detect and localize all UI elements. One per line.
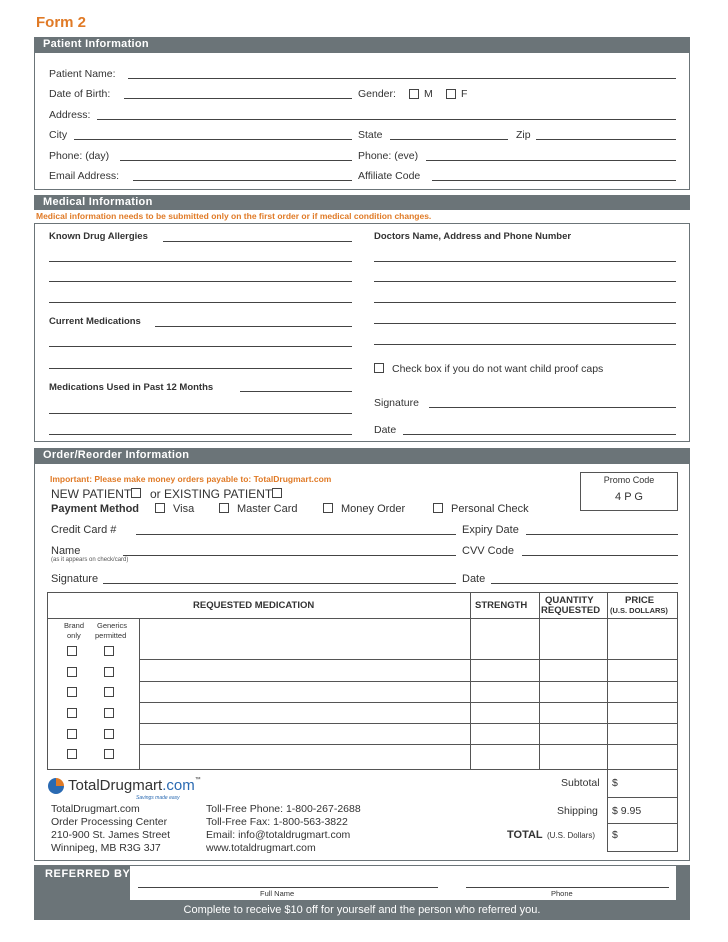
table-col-divider [139,618,140,770]
logo-tm: ™ [194,777,201,783]
company-email: Email: info@totaldrugmart.com [206,829,351,841]
medical-info-header: Medical Information [34,195,690,210]
referred-by-label: REFERRED BY [45,868,131,880]
company-phone: Toll-Free Phone: 1-800-267-2688 [206,803,361,815]
expiry-label: Expiry Date [462,524,519,536]
visa-label: Visa [173,503,195,515]
generics-header-2: permitted [95,631,127,640]
quantity-header-2: REQUESTED [541,605,601,616]
generics-checkbox[interactable] [104,687,114,697]
referred-full-name-label: Full Name [260,889,295,898]
zip-label: Zip [516,129,531,141]
allergies-line[interactable] [49,281,352,282]
phone-day-label: Phone: (day) [49,150,110,162]
zip-field[interactable] [536,139,676,140]
order-info-header: Order/Reorder Information [34,448,690,463]
phone-eve-field[interactable] [426,160,676,161]
medical-signature-label: Signature [374,397,419,409]
child-proof-caps-label: Check box if you do not want child proof caps [392,363,604,375]
existing-patient-checkbox[interactable] [272,488,282,498]
expiry-field[interactable] [526,534,678,535]
medical-signature-field[interactable] [429,407,676,408]
personal-check-label: Personal Check [451,503,529,515]
shipping-value: $ 9.95 [612,805,642,817]
quantity-header-1: QUANTITY [545,595,594,606]
table-row-line [139,659,678,660]
mastercard-label: Master Card [237,503,298,515]
cvv-label: CVV Code [462,545,514,557]
logo-name: TotalDrugmart [68,777,163,794]
brand-only-header-2: only [67,631,81,640]
total-label: TOTAL [507,829,543,841]
important-note: Important: Please make money orders payable to: TotalDrugmart.com [50,474,332,484]
past12-label: Medications Used in Past 12 Months [49,382,214,393]
affiliate-label: Affiliate Code [358,170,421,182]
generics-checkbox[interactable] [104,667,114,677]
price-header-1: PRICE [625,595,655,606]
doctors-line[interactable] [374,281,676,282]
order-signature-field[interactable] [103,583,456,584]
brand-only-checkbox[interactable] [67,729,77,739]
new-patient-checkbox[interactable] [131,488,141,498]
gender-f-checkbox[interactable] [446,89,456,99]
doctors-line[interactable] [374,302,676,303]
email-label: Email Address: [49,170,120,182]
company-fax: Toll-Free Fax: 1-800-563-3822 [206,816,348,828]
email-field[interactable] [133,180,352,181]
doctors-line[interactable] [374,323,676,324]
cvv-field[interactable] [522,555,678,556]
medical-date-field[interactable] [403,434,676,435]
table-row-line [139,723,678,724]
past12-field[interactable] [240,391,352,392]
company-web: www.totaldrugmart.com [206,842,316,854]
cardholder-name-note: (as it appears on check/card) [51,557,129,563]
requested-medication-header: REQUESTED MEDICATION [193,600,315,611]
company-center: Order Processing Center [51,816,168,828]
doctors-label: Doctors Name, Address and Phone Number [374,231,572,242]
medical-info-box [34,223,690,442]
allergies-field[interactable] [163,241,352,242]
shipping-label: Shipping [557,805,598,817]
brand-only-checkbox[interactable] [67,687,77,697]
table-header-divider [47,618,678,619]
patient-name-label: Patient Name: [49,68,116,80]
payment-method-label: Payment Method [51,503,140,515]
brand-only-checkbox[interactable] [67,749,77,759]
form-title: Form 2 [36,14,87,31]
gender-f-label: F [461,88,468,100]
allergies-label: Known Drug Allergies [49,231,148,242]
referred-phone-field[interactable] [466,887,669,888]
logo-icon [48,778,64,794]
subtotal-label: Subtotal [561,777,600,789]
new-patient-label: NEW PATIENT [51,487,132,501]
money-order-checkbox[interactable] [323,503,333,513]
past12-line[interactable] [49,434,352,435]
cardholder-name-field[interactable] [123,555,456,556]
child-proof-caps-checkbox[interactable] [374,363,384,373]
totals-divider [607,797,678,798]
state-label: State [358,129,383,141]
affiliate-field[interactable] [432,180,676,181]
dob-label: Date of Birth: [49,88,111,100]
company-city: Winnipeg, MB R3G 3J7 [51,842,161,854]
phone-eve-label: Phone: (eve) [358,150,419,162]
generics-checkbox[interactable] [104,708,114,718]
referral-note: Complete to receive $10 off for yourself and the person who referred you. [183,904,541,916]
gender-m-label: M [424,88,433,100]
allergies-line[interactable] [49,302,352,303]
current-meds-field[interactable] [155,326,352,327]
company-street: 210-900 St. James Street [51,829,171,841]
cardholder-name-label: Name [51,545,81,557]
order-date-field[interactable] [491,583,678,584]
patient-info-header: Patient Information [34,37,690,52]
medical-note: Medical information needs to be submitted only on the first order or if medical condition changes. [36,211,432,221]
dob-field[interactable] [124,98,352,99]
order-signature-label: Signature [51,573,99,585]
allergies-line[interactable] [49,261,352,262]
address-label: Address: [49,109,91,121]
existing-patient-label: or EXISTING PATIENT [150,487,273,501]
money-order-label: Money Order [341,503,406,515]
subtotal-value[interactable]: $ [612,777,618,789]
totals-divider [607,823,678,824]
brand-only-checkbox[interactable] [67,646,77,656]
logo [68,777,201,794]
brand-only-header-1: Brand [64,621,85,630]
total-note: (U.S. Dollars) [547,831,596,840]
referred-full-name-field[interactable] [138,887,438,888]
generics-checkbox[interactable] [104,749,114,759]
doctors-line[interactable] [374,261,676,262]
total-value[interactable]: $ [612,829,618,841]
logo-suffix: .com [162,777,195,794]
brand-only-checkbox[interactable] [67,667,77,677]
table-row-line [139,702,678,703]
logo-tagline: Savings made easy [136,795,180,801]
brand-only-checkbox[interactable] [67,708,77,718]
promo-code-label: Promo Code [603,475,655,485]
credit-card-field[interactable] [136,534,456,535]
medical-date-label: Date [374,424,397,436]
phone-day-field[interactable] [120,160,352,161]
patient-name-field[interactable] [128,78,676,79]
generics-checkbox[interactable] [104,646,114,656]
city-field[interactable] [74,139,352,140]
referred-by-field-area [130,866,676,900]
visa-checkbox[interactable] [155,503,165,513]
generics-checkbox[interactable] [104,729,114,739]
personal-check-checkbox[interactable] [433,503,443,513]
strength-header: STRENGTH [475,600,528,611]
city-label: City [49,129,68,141]
current-meds-line[interactable] [49,346,352,347]
current-meds-label: Current Medications [49,316,141,327]
promo-code-box [580,472,678,511]
past12-line[interactable] [49,413,352,414]
doctors-line[interactable] [374,344,676,345]
referred-phone-label: Phone [551,889,573,898]
credit-card-label: Credit Card # [51,524,117,536]
table-row-line [139,744,678,745]
generics-header-1: Generics [97,621,128,630]
company-name: TotalDrugmart.com [51,803,140,815]
mastercard-checkbox[interactable] [219,503,229,513]
gender-label: Gender: [358,88,396,100]
table-row-line [139,681,678,682]
gender-m-checkbox[interactable] [409,89,419,99]
promo-code-value: 4 P G [615,491,643,503]
state-field[interactable] [390,139,508,140]
order-date-label: Date [462,573,486,585]
address-field[interactable] [97,119,676,120]
current-meds-line[interactable] [49,368,352,369]
price-header-2: (U.S. DOLLARS) [610,606,668,615]
